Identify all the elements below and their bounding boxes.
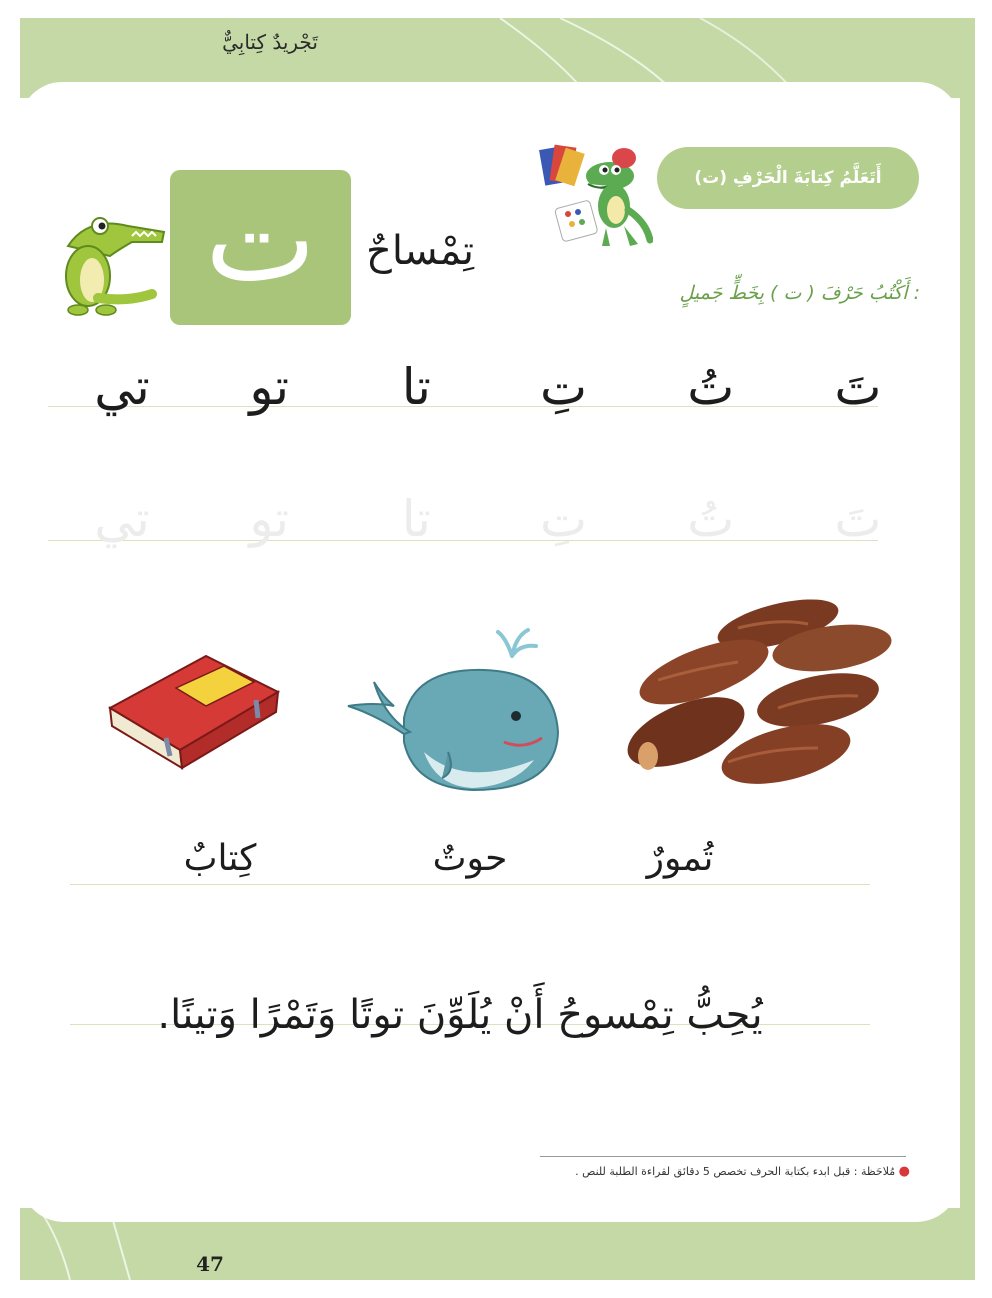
trace-letter-form: تي bbox=[94, 490, 150, 548]
book-picture bbox=[106, 652, 282, 770]
trace-letter-form: تا bbox=[401, 490, 431, 548]
letter-form: تا bbox=[401, 358, 431, 416]
trace-letter-form: تُ bbox=[687, 490, 735, 548]
whale-picture bbox=[344, 622, 564, 794]
writing-instruction: أَكْتُبُ حَرْفَ ( ت ) بِخَطٍّ جَميلٍ : bbox=[679, 282, 920, 304]
trace-letter-form: تِ bbox=[540, 490, 588, 548]
word-whale: حوتٌ bbox=[432, 838, 508, 879]
word-book: كِتابٌ bbox=[183, 838, 257, 879]
practice-sentence: يُحِبُّ تِمْسوحُ أَنْ يُلَوِّنَ توتًا وَتَمْرًا وَتينًا. bbox=[157, 992, 763, 1038]
model-word: تِمْساحٌ bbox=[366, 228, 474, 274]
letter-form: تو bbox=[249, 358, 290, 416]
letter-form: تي bbox=[94, 358, 150, 416]
dates-picture bbox=[618, 588, 898, 804]
word-dates: تُمورٌ bbox=[646, 838, 714, 879]
running-title: تَجْريدٌ كِتابِيٌّ bbox=[222, 30, 318, 54]
teacher-note bbox=[540, 1164, 910, 1179]
trace-letter-form: تَ bbox=[834, 490, 882, 548]
letter-forms-trace-row bbox=[70, 490, 910, 548]
page-number: 47 bbox=[196, 1252, 224, 1276]
painter-crocodile-icon bbox=[538, 140, 653, 252]
note-divider bbox=[540, 1156, 906, 1157]
crocodile-mascot-icon bbox=[48, 206, 168, 320]
featured-letter-tile: ت bbox=[170, 170, 351, 325]
letter-form: تُ bbox=[687, 358, 735, 416]
letter-forms-row bbox=[70, 358, 910, 416]
note-text: مُلاحَظة : قبل ابدء بكتابة الحرف تخصص 5 دقائق لقراءة الطلبة للنص . bbox=[575, 1165, 896, 1178]
letter-form: تَ bbox=[834, 358, 882, 416]
guide-line-3 bbox=[70, 884, 870, 885]
lesson-title-pill: أَتَعَلَّمُ كِتابَةَ الْحَرْفِ (ت) bbox=[657, 147, 919, 209]
note-bullet-icon: ● bbox=[898, 1164, 910, 1179]
letter-form: تِ bbox=[540, 358, 588, 416]
trace-letter-form: تو bbox=[249, 490, 290, 548]
